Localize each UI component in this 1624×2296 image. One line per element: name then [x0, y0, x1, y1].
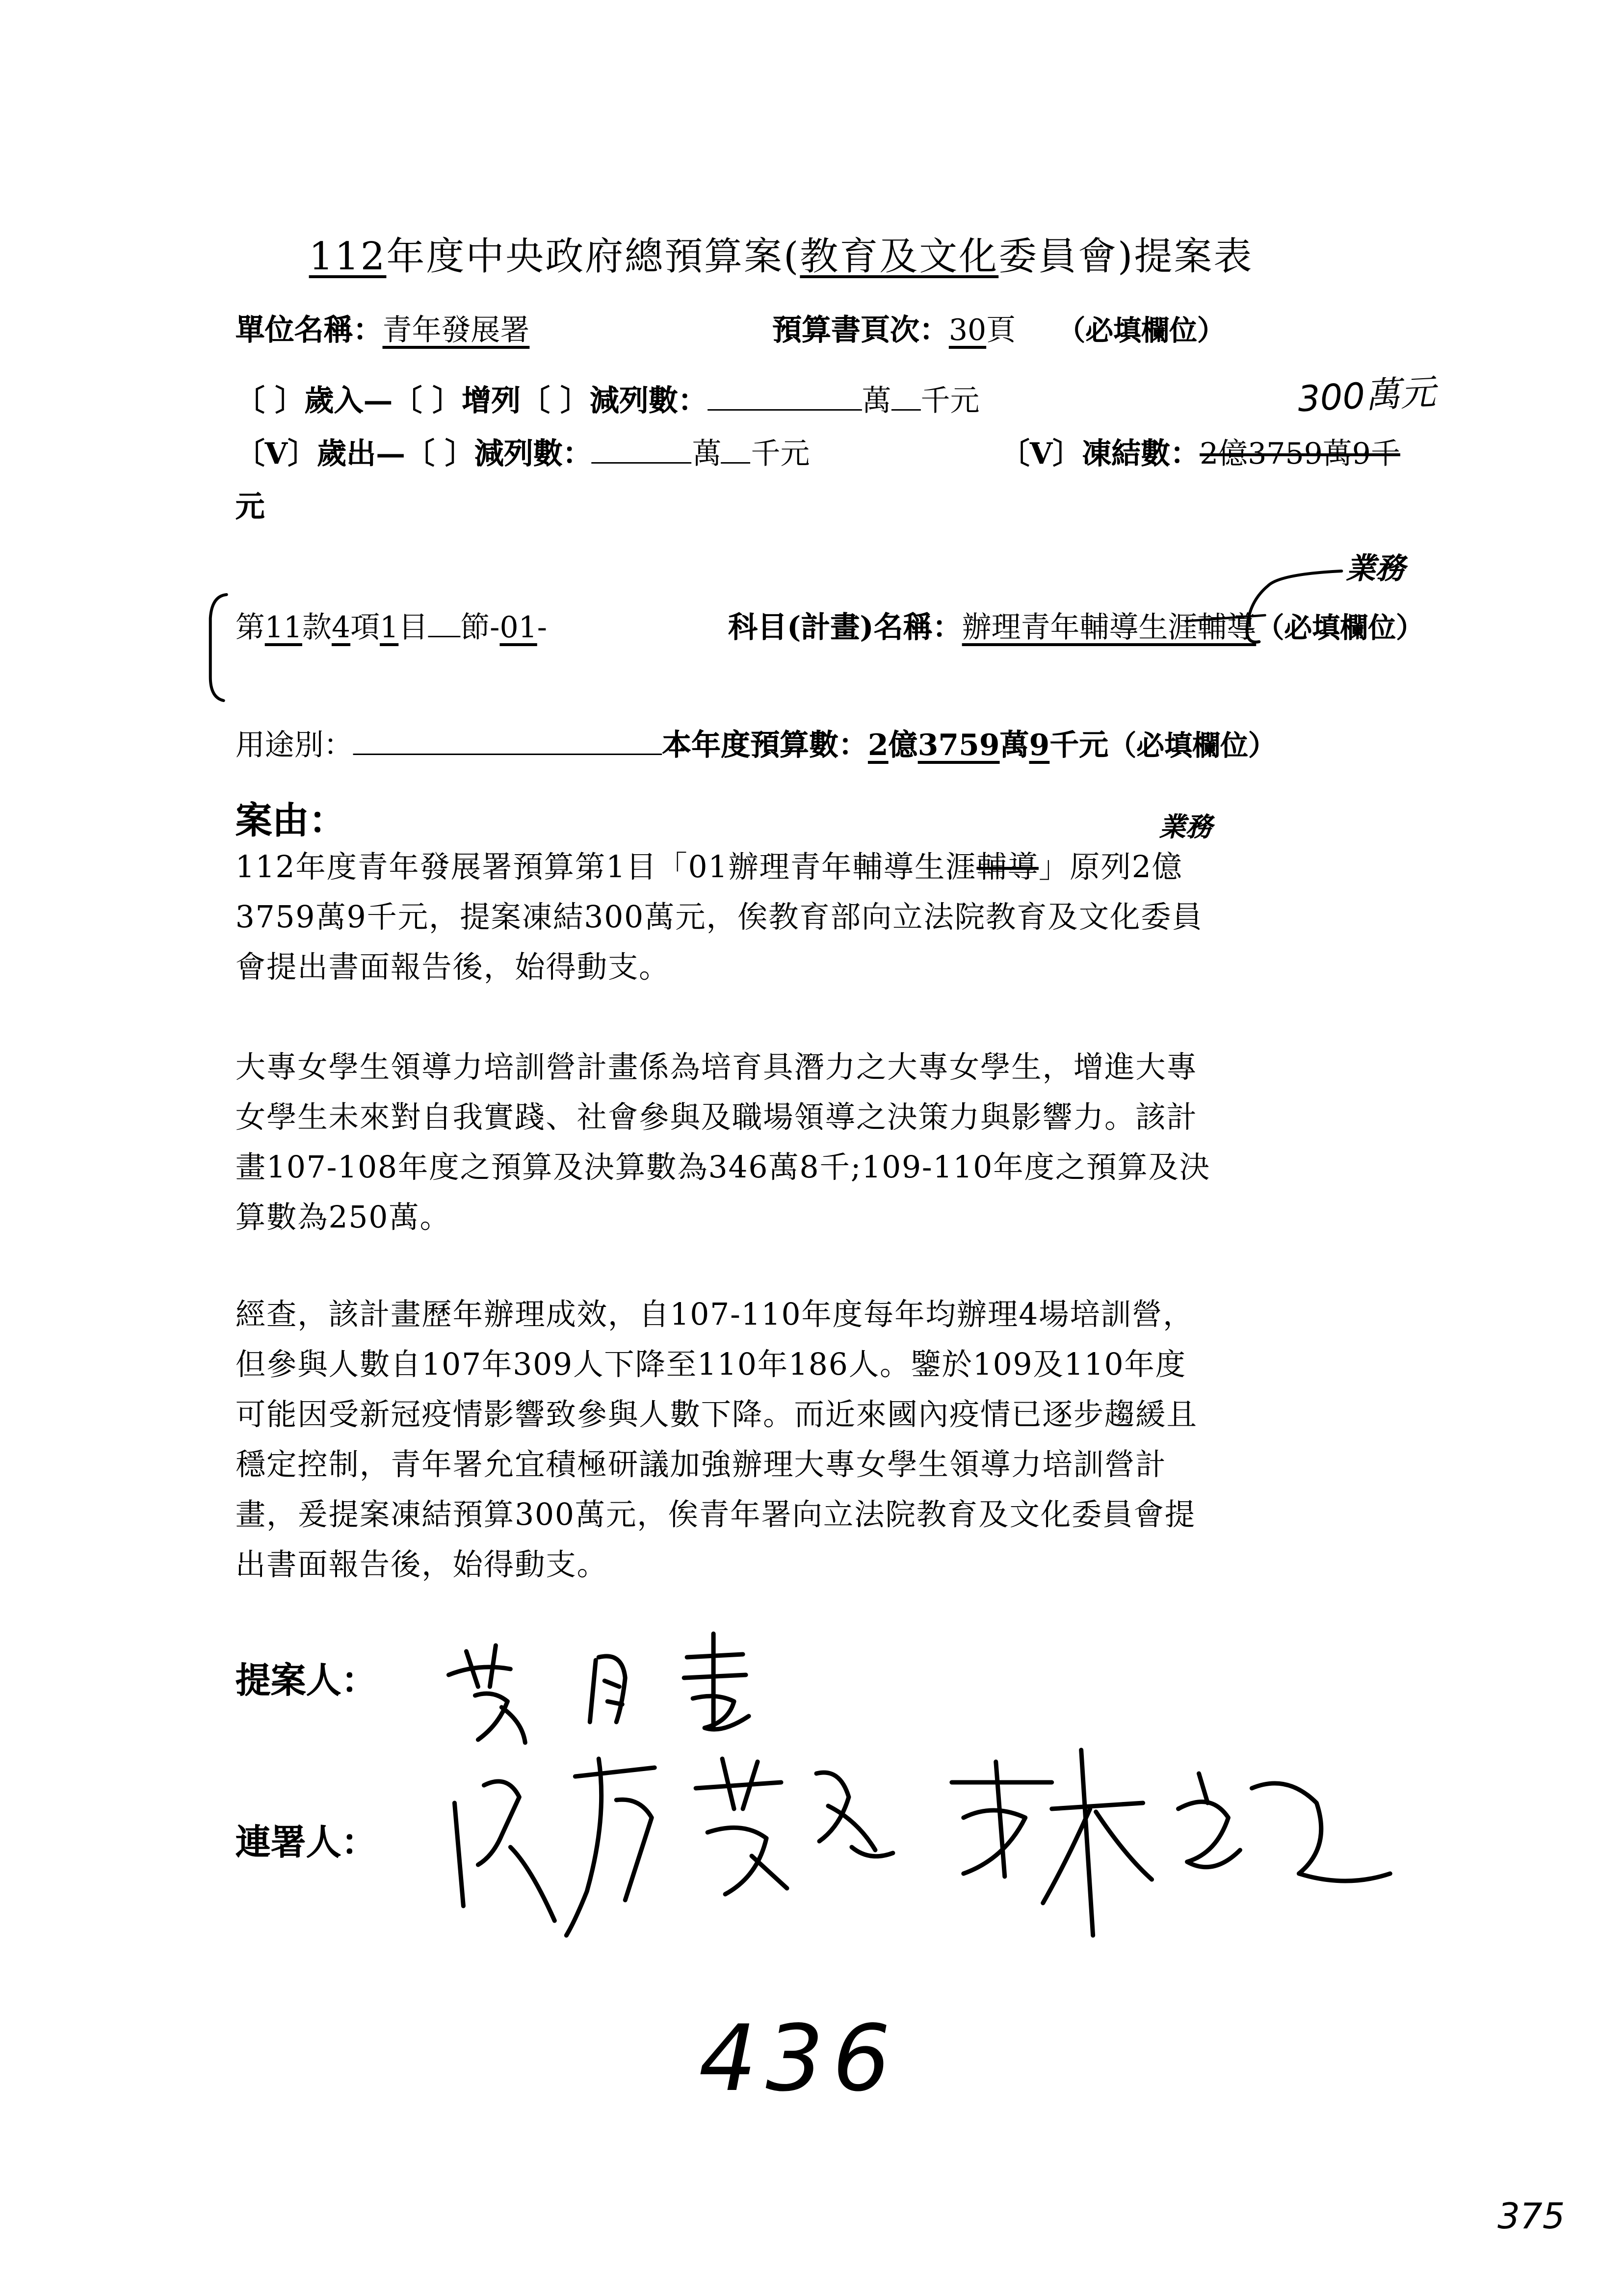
revenue-qian: 千元 [920, 383, 980, 418]
budget-label: 本年度預算數： [662, 727, 868, 762]
paragraph-3-line: 穩定控制，青年署允宜積極研議加強辦理大專女學生領導力培訓營計 [235, 1447, 1167, 1482]
item-dash: - [537, 609, 548, 645]
expense-wan-blank [592, 436, 692, 464]
revenue-text: 〔 〕歲入—〔 〕增列〔 〕減列數： [235, 383, 707, 418]
paragraph-2-line: 畫107-108年度之預算及決算數為346萬8千;109-110年度之預算及決 [235, 1149, 1211, 1185]
paragraph-1-line-1-end: 」原列2億 [1038, 849, 1183, 885]
paragraph-3-line: 可能因受新冠疫情影響致參與人數下降。而近來國內疫情已逐步趨緩且 [235, 1397, 1198, 1432]
reason-heading: 案由： [235, 799, 346, 842]
item-jie-num: 01 [499, 609, 537, 645]
expense-qian: 千元 [751, 436, 810, 471]
budget-yi-num: 2 [867, 727, 889, 762]
paragraph-2-line: 算數為250萬。 [235, 1200, 451, 1235]
budget-wan-num: 3759 [917, 727, 1000, 762]
item-kuan: 款 [302, 609, 332, 645]
reason-paragraph-1 [236, 842, 1442, 992]
paragraph-2-line: 大專女學生領導力培訓營計畫係為培育具潛力之大專女學生，增進大專 [235, 1049, 1198, 1085]
page-unit: 頁 [986, 312, 1016, 347]
reason-handwritten-correction: 業務 [1159, 812, 1212, 843]
title-prefix: 年度中央政府總預算案( [386, 235, 800, 280]
paragraph-3-line: 畫，爰提案凍結預算300萬元，俟青年署向立法院教育及文化委員會提 [235, 1497, 1196, 1532]
freeze-unit: 元 [235, 489, 265, 524]
revenue-row [236, 377, 980, 419]
item-mu: 目 [398, 609, 428, 645]
item-mu-num: 1 [380, 609, 399, 645]
paragraph-1-line-1-start: 112年度青年發展署預算第1目「01辦理青年輔導生涯 [235, 849, 977, 885]
reason-paragraph-3 [236, 1289, 1442, 1590]
subject-required-note: （必填欄位） [1256, 612, 1424, 645]
paragraph-1-line-2: 3759萬9千元，提案凍結300萬元，俟教育部向立法院教育及文化委員 [235, 899, 1203, 935]
paragraph-2-line: 女學生未來對自我實踐、社會參與及職場領導之決策力與影響力。該計 [235, 1099, 1198, 1135]
unit-value: 青年發展署 [382, 312, 530, 347]
handwritten-page-number: 436 [699, 2005, 899, 2112]
title-suffix: 委員會)提案表 [998, 235, 1254, 280]
page-number: 375 [1497, 2196, 1565, 2237]
subject-handwritten-correction: 業務 [1346, 550, 1405, 586]
usage-required-note: （必填欄位） [1108, 730, 1277, 762]
usage-row [236, 721, 1276, 764]
expense-qian-blank [722, 436, 751, 464]
subject-value: 辦理青年輔導生涯輔導 [962, 609, 1257, 645]
freeze-amount [1000, 430, 1400, 472]
budget-wan: 萬 [999, 727, 1029, 762]
cosigner-label: 連署人： [235, 1821, 377, 1863]
handwritten-freeze-amount: 300萬元 [1296, 371, 1437, 420]
unit-required-note: （必填欄位） [1057, 315, 1225, 347]
unit-label: 單位名稱： [235, 312, 383, 347]
paragraph-3-line: 但參與人數自107年309人下降至110年186人。鑒於109及110年度 [235, 1347, 1186, 1382]
subject-label: 科目(計畫)名稱： [728, 609, 962, 645]
paragraph-1-line-1 [236, 842, 1442, 892]
unit-row [236, 306, 684, 349]
revenue-wan-blank [707, 383, 862, 411]
budget-yi: 億 [888, 727, 918, 762]
item-xiang: 項 [350, 609, 380, 645]
handwritten-bracket [203, 589, 233, 706]
freeze-value: 2億3759萬9千 [1200, 436, 1400, 471]
item-kuan-num: 11 [264, 609, 302, 645]
revenue-qian-blank [891, 383, 921, 411]
item-di: 第 [235, 609, 265, 645]
paragraph-1-struck-text: 輔導 [976, 849, 1039, 885]
page-value: 30 [948, 312, 987, 347]
form-title [309, 227, 1254, 281]
budget-qian: 千元 [1049, 727, 1109, 762]
item-jie: 節- [460, 609, 500, 645]
correction-stroke [1177, 565, 1354, 653]
revenue-wan: 萬 [862, 383, 891, 418]
proposer-label: 提案人： [235, 1659, 377, 1701]
title-year: 112 [309, 235, 387, 280]
paragraph-3-line: 經查，該計畫歷年辦理成效，自107-110年度每年均辦理4場培訓營， [235, 1297, 1194, 1332]
paragraph-1-line-3: 會提出書面報告後，始得動支。 [235, 949, 670, 985]
reason-paragraph-2 [236, 1042, 1442, 1242]
item-xiang-num: 4 [331, 609, 351, 645]
expense-row [236, 430, 810, 472]
budget-qian-num: 9 [1029, 727, 1050, 762]
item-row [236, 603, 547, 646]
item-jie-blank [428, 609, 460, 637]
cosigner-signatures [434, 1715, 1405, 1965]
expense-text: 〔V〕歲出—〔 〕減列數： [235, 436, 592, 471]
freeze-label: 〔V〕凍結數： [1000, 436, 1200, 471]
usage-label: 用途別： [235, 727, 353, 762]
title-committee: 教育及文化 [800, 235, 999, 280]
expense-wan: 萬 [692, 436, 722, 471]
paragraph-3-line: 出書面報告後，始得動支。 [235, 1547, 608, 1582]
page-ref [772, 306, 1225, 349]
page-label: 預算書頁次： [772, 312, 949, 347]
usage-blank [353, 727, 662, 755]
